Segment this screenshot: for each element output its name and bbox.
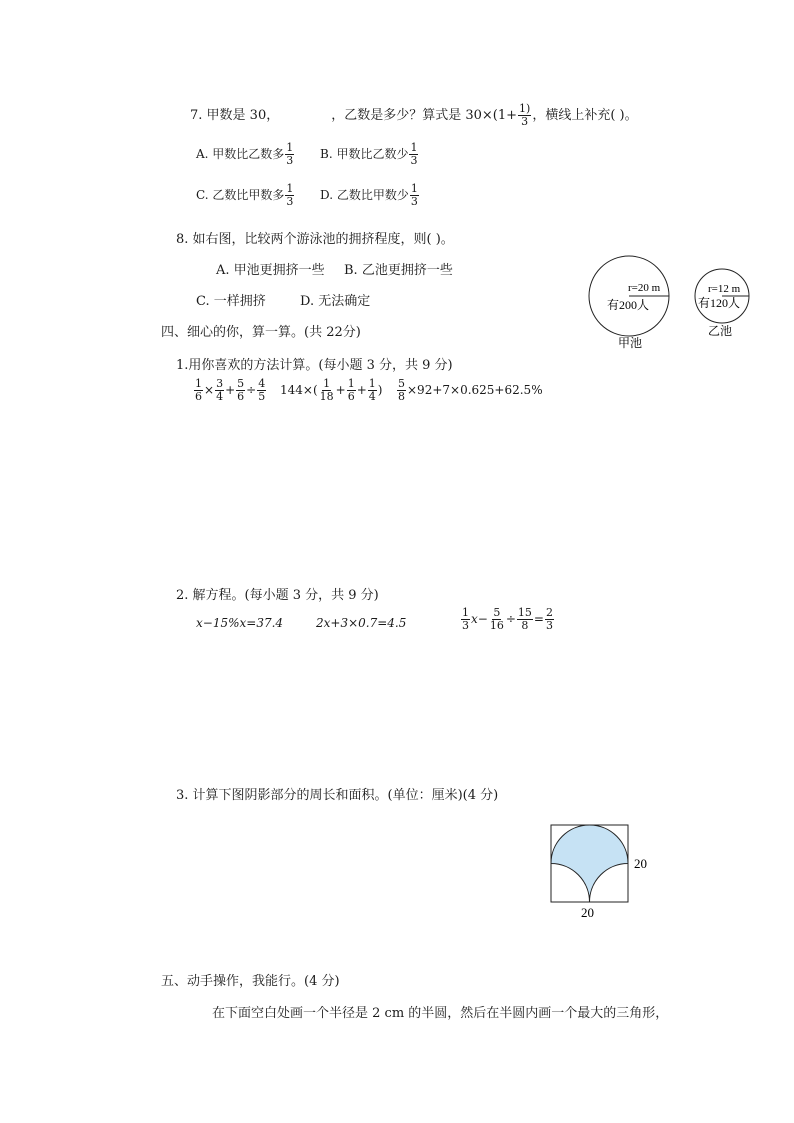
q8-option-a: A. 甲池更拥挤一些 (216, 263, 325, 278)
q7-text-b: ，乙数是多少？算式是 30×(1+ (331, 108, 518, 123)
q7-option-a: A. 甲数比乙数多 $\frac{1}{3}$ (196, 141, 294, 167)
p1-expr-3: $\frac{5}{8}$ ×92+7×0.625+62.5% (398, 377, 543, 403)
p1-expr-2: 144×( $\frac{1}{18}$ + $\frac{1}{6}$ + $\frac{1}{4}$ ) (280, 377, 383, 403)
pool-a-people: 有200人 (607, 298, 650, 312)
section4-heading: 四、细心的你，算一算。(共 22分) (161, 325, 361, 340)
q7-option-d: D. 乙数比甲数少 $\frac{1}{3}$ (320, 182, 418, 208)
q8-option-b: B. 乙池更拥挤一些 (344, 263, 453, 278)
pools-figure (580, 248, 760, 358)
side-length-label: 20 (634, 856, 647, 871)
q8-question: 8. 如右图，比较两个游泳池的拥挤程度，则( )。 (176, 232, 454, 247)
pool-b-people: 有120人 (698, 296, 741, 310)
q7-option-b: B. 甲数比乙数少 $\frac{1}{3}$ (320, 141, 418, 167)
shaded-figure (546, 820, 656, 920)
q7-option-c: C. 乙数比甲数多 $\frac{1}{3}$ (196, 182, 294, 208)
pool-a-radius: r=20 m (628, 282, 661, 294)
q7-fraction: $\frac{1)}{3}$ (519, 102, 531, 128)
p2-title: 2. 解方程。(每小题 3 分，共 9 分) (176, 588, 379, 603)
pool-b-radius: r=12 m (708, 283, 741, 295)
p2-equation-3: $\frac{1}{3}$ x− $\frac{5}{16}$ ÷ $\frac{15}{8}$ = $\frac{2}{3}$ (462, 606, 553, 632)
q8-option-c: C. 一样拥挤 (196, 294, 266, 309)
pool-b-name: 乙池 (708, 324, 733, 338)
q7-text-a: 7. 甲数是 30， (190, 108, 280, 123)
p1-title: 1.用你喜欢的方法计算。(每小题 3 分，共 9 分) (176, 358, 453, 373)
p1-expr-1: $\frac{1}{6}$ × $\frac{3}{4}$ + $\frac{5}{6}$ ÷ $\frac{4}{5}$ (195, 377, 266, 403)
pool-a-name: 甲池 (618, 336, 643, 350)
section5-heading: 五、动手操作，我能行。(4 分) (161, 974, 340, 989)
p3-title: 3. 计算下图阴影部分的周长和面积。(单位：厘米)(4 分) (176, 788, 499, 803)
section5-text: 在下面空白处画一个半径是 2 cm 的半圆，然后在半圆内画一个最大的三角形， (212, 1006, 669, 1021)
p2-equation-2: 2x+3×0.7=4.5 (316, 616, 407, 630)
q8-option-d: D. 无法确定 (300, 294, 371, 309)
q7-line (190, 103, 638, 128)
p2-equation-1: x−15%x=37.4 (196, 616, 284, 630)
bottom-length-label: 20 (581, 905, 594, 920)
q7-text-c: ，横线上补充( )。 (532, 108, 638, 123)
